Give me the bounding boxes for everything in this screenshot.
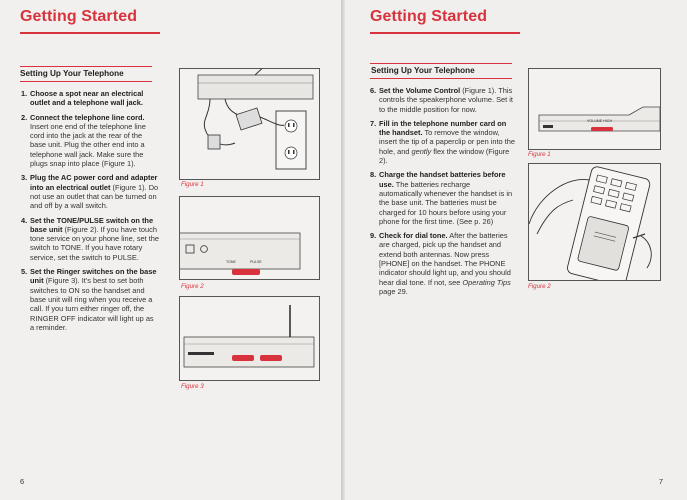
step-body-end: flex the window (Figure 2). <box>379 146 510 166</box>
figure-caption: Figure 3 <box>181 383 204 390</box>
step-body-end: page 29. <box>379 286 408 296</box>
right-page <box>345 0 687 500</box>
figure-caption: Figure 1 <box>528 151 551 158</box>
volume-control-illustration <box>529 69 660 149</box>
step-item <box>370 170 515 226</box>
step-item <box>370 231 515 296</box>
running-head: Getting Started <box>370 8 488 25</box>
step-body: After the batteries are charged, pick up the handset and extend both antennas. Now press [PHONE] on the handset. The PHONE indicator should light up, and you should hear dial tone. If not, see <box>379 231 511 287</box>
pulse-label: PULSE <box>250 260 262 264</box>
left-page <box>0 0 341 500</box>
step-item <box>21 113 159 169</box>
running-head: Getting Started <box>20 8 138 25</box>
step-lead: Set the TONE/PULSE switch on the base unit <box>30 215 154 234</box>
section-title: Setting Up Your Telephone <box>371 66 475 75</box>
step-lead: Plug the AC power cord and adapter into an electrical outlet <box>30 173 158 192</box>
step-lead: Set the Volume Control <box>379 86 461 95</box>
figure-caption: Figure 1 <box>181 181 204 188</box>
step-number: 7. <box>370 118 377 128</box>
step-number: 2. <box>21 112 28 122</box>
step-lead: Choose a spot near an electrical outlet and a telephone wall jack. <box>30 89 144 108</box>
step-lead: Connect the telephone line cord. <box>30 112 145 122</box>
step-body: (Figure 2). If you have touch tone service on your phone line, set the switch to TONE. If you have rotary service, set the switch to PULSE. <box>30 224 160 262</box>
step-lead: Charge the handset batteries before use. <box>379 170 506 189</box>
step-item <box>21 267 159 332</box>
figure-1 <box>179 68 320 180</box>
step-body: The batteries recharge automatically whenever the handset is in the base unit. The batteries must be charged for 10 hours before using your phone for the first time. (See p. 26) <box>379 179 513 226</box>
heading-rule <box>20 32 160 34</box>
step-item <box>370 119 515 165</box>
section-rule <box>20 81 152 82</box>
page-number: 7 <box>658 477 663 486</box>
tone-label: TONE <box>226 260 236 264</box>
volume-label: VOLUME HIGH <box>587 119 613 123</box>
step-body: To remove the window, insert the tip of a paperclip or pen into the hole, and <box>379 128 515 156</box>
tone-pulse-switch-illustration <box>180 197 319 279</box>
page-number: 6 <box>20 477 25 486</box>
handset-number-card-illustration <box>529 164 660 280</box>
steps-list <box>370 86 515 301</box>
figure-caption: Figure 2 <box>181 283 204 290</box>
step-number: 8. <box>370 170 377 180</box>
figure-2 <box>179 196 320 280</box>
step-number: 9. <box>370 231 377 241</box>
step-lead: Set the Ringer switches on the base unit <box>30 267 157 286</box>
figure-2 <box>528 163 661 281</box>
step-emphasis: Operating Tips <box>462 277 511 287</box>
section-rule <box>370 78 512 79</box>
base-unit-wiring-illustration <box>180 69 319 179</box>
step-item <box>370 86 515 114</box>
step-body: Insert one end of the telephone line cord into the jack at the rear of the base unit. Plug the other end into a telephone wall jack. Make sure the plugs snap into place (Figure 1). <box>30 121 146 169</box>
figure-3 <box>179 296 320 381</box>
step-number: 5. <box>21 267 28 277</box>
section-title: Setting Up Your Telephone <box>20 69 124 78</box>
step-number: 3. <box>21 173 28 183</box>
step-number: 6. <box>370 86 377 95</box>
figure-caption: Figure 2 <box>528 283 551 290</box>
step-number: 4. <box>21 215 28 225</box>
step-body: (Figure 1). Do not use an outlet that can be turned on and off by a wall switch. <box>30 182 159 211</box>
step-emphasis: gently <box>411 146 432 156</box>
step-lead: Check for dial tone. <box>379 231 448 241</box>
step-item <box>21 89 159 108</box>
heading-rule <box>370 32 520 34</box>
step-body: (Figure 1). This controls the speakerphone volume. Set it to the middle position for now. <box>379 86 513 114</box>
step-lead: Fill in the telephone number card on the handset. <box>379 118 507 138</box>
step-item <box>21 173 159 210</box>
step-body: (Figure 3). It's best to set both switches to ON so the handset and base unit will ring when you receive a call. If you turn either ringer off, the RINGER OFF indicator will light up as a reminder. <box>30 276 154 332</box>
section-rule <box>20 66 152 67</box>
figure-1 <box>528 68 661 150</box>
steps-list <box>21 89 159 337</box>
step-item <box>21 216 159 262</box>
ringer-switches-illustration <box>180 297 319 380</box>
step-number: 1. <box>21 89 28 98</box>
section-rule <box>370 63 512 64</box>
